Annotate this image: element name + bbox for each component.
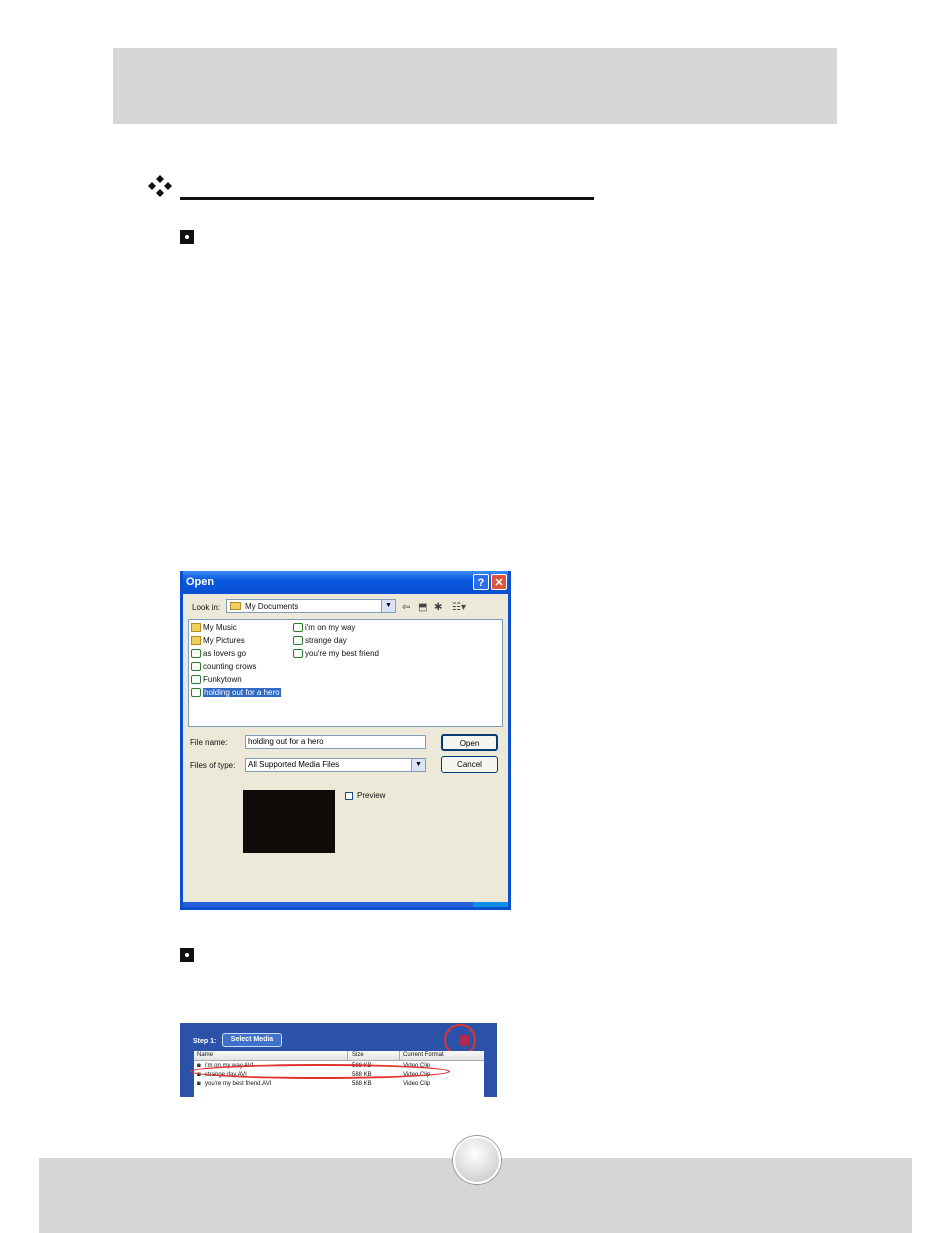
files-of-type-label: Files of type:: [190, 761, 236, 770]
view-menu-icon[interactable]: ☷▾: [452, 602, 466, 613]
column-header[interactable]: Current Format: [403, 1052, 444, 1058]
row-format: Video Clip: [403, 1063, 431, 1069]
close-button[interactable]: ✕: [491, 574, 507, 590]
select-media-button[interactable]: Select Media: [222, 1033, 282, 1047]
preview-label: Preview: [357, 791, 386, 800]
up-folder-icon[interactable]: ⬒: [418, 602, 428, 613]
dialog-frame: [180, 571, 511, 910]
section-diamonds-icon: [146, 174, 174, 198]
step-label: Step 1:: [193, 1038, 217, 1045]
file-name-label: File name:: [190, 738, 228, 747]
row-size: 588 KB: [352, 1081, 372, 1087]
list-item[interactable]: My Music: [191, 622, 237, 634]
list-item[interactable]: strange day: [293, 635, 347, 647]
list-item[interactable]: i'm on my way: [293, 622, 355, 634]
media-panel: [180, 1023, 497, 1097]
row-size: 588 KB: [352, 1072, 372, 1078]
chevron-down-icon[interactable]: ▼: [381, 600, 395, 612]
table-header: [194, 1051, 484, 1061]
row-format: Video Clip: [403, 1072, 431, 1078]
file-name-input[interactable]: holding out for a hero: [245, 735, 426, 749]
list-item[interactable]: Funkytown: [191, 674, 242, 686]
section-rule: [180, 197, 594, 200]
row-format: Video Clip: [403, 1081, 431, 1087]
row-name: i'm on my way.AVI: [205, 1063, 254, 1069]
row-name: strange day.AVI: [205, 1072, 247, 1078]
media-file-icon: ◙: [197, 1072, 201, 1078]
list-item-selected[interactable]: holding out for a hero: [191, 687, 281, 699]
media-file-icon: ◙: [197, 1081, 201, 1087]
column-header[interactable]: Name: [197, 1052, 214, 1058]
look-in-label: Look in:: [192, 603, 221, 612]
list-item[interactable]: counting crows: [191, 661, 256, 673]
open-button[interactable]: Open: [441, 734, 498, 751]
open-dialog: [180, 571, 511, 910]
files-of-type-value: All Supported Media Files: [248, 760, 340, 769]
row-size: 588 KB: [352, 1063, 372, 1069]
bullet-icon: [180, 230, 194, 244]
look-in-value: My Documents: [245, 602, 299, 611]
new-folder-icon[interactable]: ✱: [434, 602, 443, 613]
back-arrow-icon[interactable]: ⇦: [402, 602, 411, 613]
bullet-icon: [180, 948, 194, 962]
list-item[interactable]: My Pictures: [191, 635, 245, 647]
column-header[interactable]: Size: [352, 1052, 364, 1058]
help-button[interactable]: ?: [473, 574, 489, 590]
media-file-icon: ◙: [197, 1063, 201, 1069]
list-item[interactable]: you're my best friend: [293, 648, 379, 660]
page-number-badge: [453, 1136, 501, 1184]
list-item[interactable]: as lovers go: [191, 648, 246, 660]
chevron-down-icon[interactable]: ▼: [411, 759, 425, 771]
dialog-title: Open: [186, 576, 215, 588]
highlight-oval: [190, 1064, 450, 1079]
cancel-button[interactable]: Cancel: [441, 756, 498, 773]
header-band: [113, 48, 837, 124]
row-name: you're my best friend.AVI: [205, 1081, 272, 1087]
